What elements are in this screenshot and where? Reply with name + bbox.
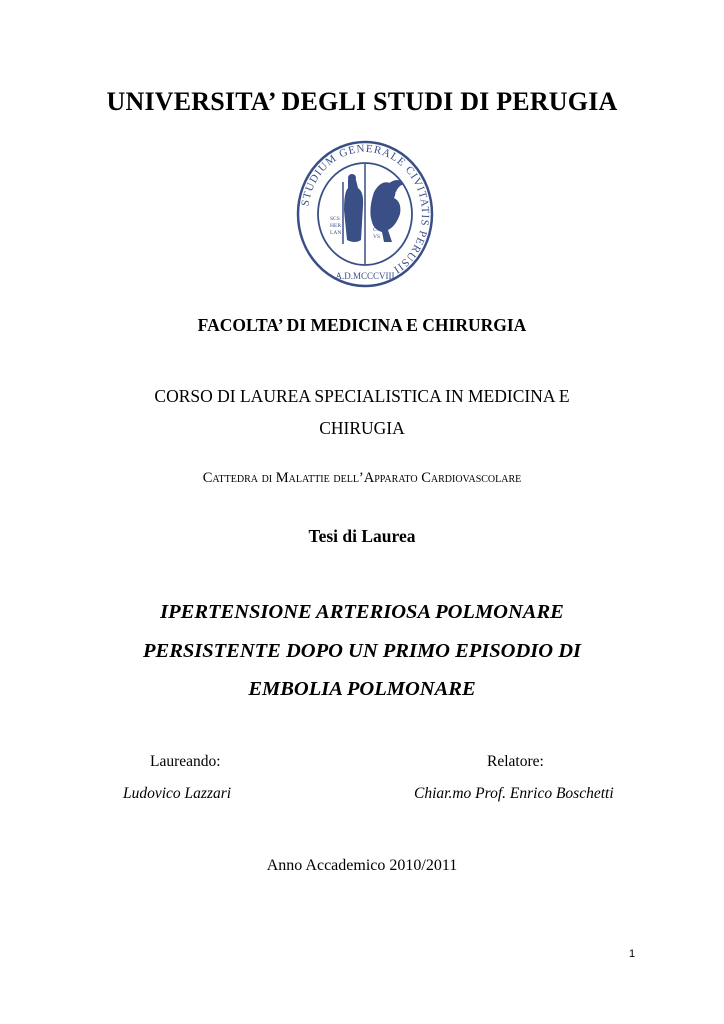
svg-text:LAN: LAN — [330, 230, 342, 236]
chair-name: Cattedra di Malattie dell’Apparato Cardiovascolare — [202, 470, 522, 486]
faculty-name: FACOLTA’ DI MEDICINA E CHIRURGIA — [197, 315, 527, 335]
svg-text:CV: CV — [373, 227, 381, 233]
svg-text:VS: VS — [373, 234, 381, 240]
page-number: 1 — [629, 948, 636, 960]
laureando-name: Ludovico Lazzari — [123, 785, 232, 802]
degree-course-line-1: CORSO DI LAUREA SPECIALISTICA IN MEDICINA E — [154, 386, 570, 406]
relatore-name: Chiar.mo Prof. Enrico Boschetti — [414, 785, 614, 802]
degree-course — [0, 380, 724, 444]
thesis-title — [0, 593, 724, 709]
svg-text:HER: HER — [330, 223, 341, 229]
laureando-label: Laureando: — [150, 753, 221, 770]
thesis-title-line-2: PERSISTENTE DOPO UN PRIMO EPISODIO DI — [143, 639, 581, 662]
relatore-label: Relatore: — [487, 753, 544, 770]
university-seal-icon — [296, 140, 434, 288]
svg-text:SCS: SCS — [330, 216, 340, 222]
svg-text:A.D.MCCCVIII: A.D.MCCCVIII — [335, 271, 395, 281]
degree-course-line-2: CHIRUGIA — [319, 418, 405, 438]
thesis-label: Tesi di Laurea — [308, 526, 416, 546]
university-name: UNIVERSITA’ DEGLI STUDI DI PERUGIA — [106, 87, 618, 116]
academic-year: Anno Accademico 2010/2011 — [266, 857, 458, 874]
thesis-title-line-3: EMBOLIA POLMONARE — [248, 678, 476, 700]
thesis-title-line-1: IPERTENSIONE ARTERIOSA POLMONARE — [160, 601, 564, 623]
university-seal — [296, 140, 434, 288]
svg-text:STUDIUM GENERALE CIVITATIS PER: STUDIUM GENERALE CIVITATIS PERUSII — [299, 142, 432, 276]
